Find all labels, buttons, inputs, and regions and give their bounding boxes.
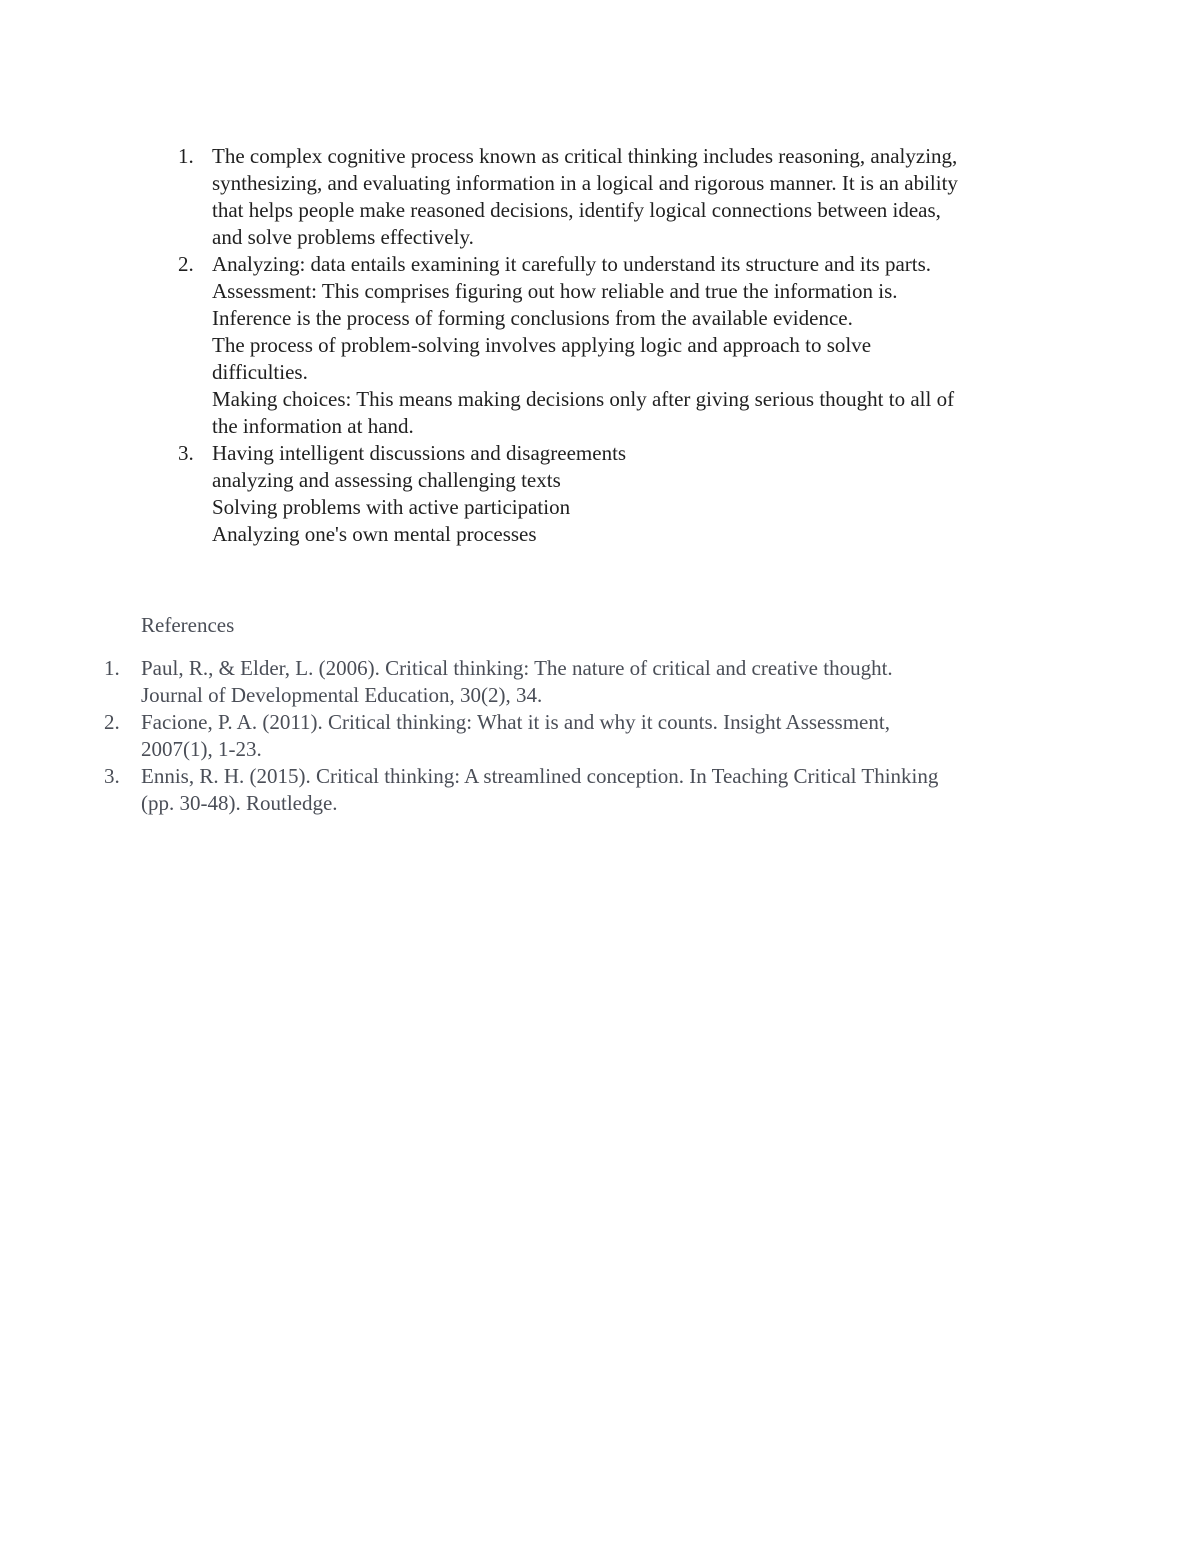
answer-text [212,143,1070,251]
reference-line: 2007(1), 1-23. [141,737,262,761]
answer-line: Solving problems with active participation [212,495,571,519]
reference-text [141,709,1064,763]
reference-line: Ennis, R. H. (2015). Critical thinking: A streamlined conception. In Teaching Critical Thinking [141,764,939,788]
reference-number: 2. [104,710,120,734]
reference-line: (pp. 30-48). Routledge. [141,791,338,815]
reference-line: Paul, R., & Elder, L. (2006). Critical thinking: The nature of critical and creative thought. [141,656,893,680]
answer-list [170,143,1070,548]
answer-line: The complex cognitive process known as critical thinking includes reasoning, analyzing, [212,144,958,168]
reference-number: 3. [104,764,120,788]
answer-item [170,251,1070,440]
answer-line: Having intelligent discussions and disagreements [212,441,627,465]
reference-text [141,763,1064,817]
answer-line: that helps people make reasoned decisions, identify logical connections between ideas, [212,198,941,222]
reference-line: Facione, P. A. (2011). Critical thinking: What it is and why it counts. Insight Assessment, [141,710,890,734]
answer-line: and solve problems effectively. [212,225,474,249]
answer-line: synthesizing, and evaluating information in a logical and rigorous manner. It is an ability [212,171,958,195]
answer-line: The process of problem-solving involves applying logic and approach to solve [212,333,872,357]
references-heading: References [141,613,235,637]
reference-number: 1. [104,656,120,680]
reference-list [104,655,1064,817]
reference-text [141,655,1064,709]
reference-item [104,763,1064,817]
answer-text [212,440,1070,548]
answer-number: 3. [178,441,194,465]
answer-number: 1. [178,144,194,168]
reference-line: Journal of Developmental Education, 30(2), 34. [141,683,543,707]
answer-line: the information at hand. [212,414,414,438]
answer-line: Analyzing one's own mental processes [212,522,537,546]
answer-line: difficulties. [212,360,308,384]
answer-item [170,440,1070,548]
answer-number: 2. [178,252,194,276]
answer-line: Assessment: This comprises figuring out how reliable and true the information is. [212,279,898,303]
answer-line: analyzing and assessing challenging texts [212,468,561,492]
answer-line: Making choices: This means making decisions only after giving serious thought to all of [212,387,955,411]
answer-text [212,251,1070,440]
answer-item [170,143,1070,251]
reference-item [104,709,1064,763]
answer-line: Inference is the process of forming conclusions from the available evidence. [212,306,853,330]
reference-item [104,655,1064,709]
answer-line: Analyzing: data entails examining it carefully to understand its structure and its parts. [212,252,932,276]
